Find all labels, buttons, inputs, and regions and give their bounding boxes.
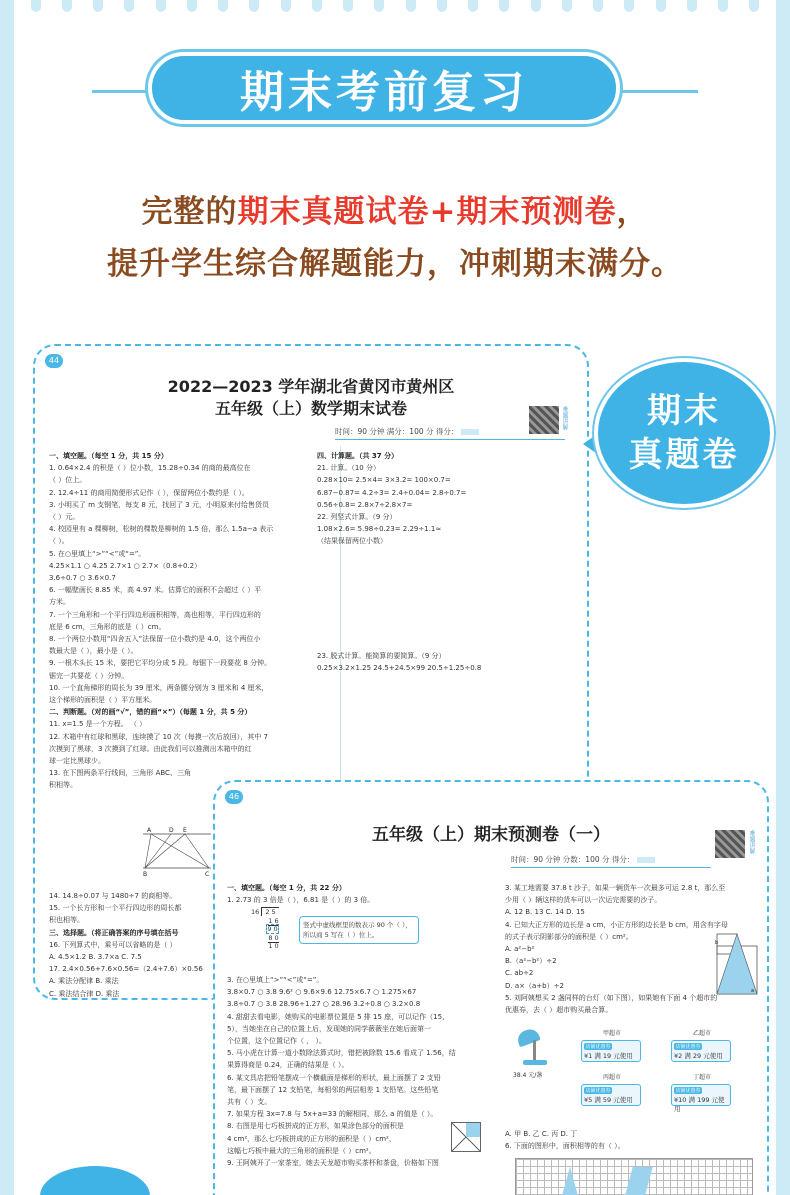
title-banner	[148, 52, 620, 124]
question-line: （ ）。	[49, 537, 69, 546]
label-b: B	[143, 871, 148, 876]
question-line: 个位置，这个位置记作（ ， ）。	[227, 1037, 326, 1046]
qr-label: 难题讲解	[561, 406, 568, 430]
right-column	[317, 450, 466, 548]
step-1: 1 6	[268, 916, 279, 925]
question-line: 5. 在○里填上“>”“<”或“=”。	[49, 549, 146, 558]
question-line: 17. 2.4×0.56+7.6×0.56=（2.4+7.6）×0.56	[49, 965, 203, 974]
question-line: 12. 木箱中有红球和黑球，连续摸了 10 次（每摸一次后放回），其中 7	[49, 732, 268, 741]
qr-label: 难题讲解	[748, 830, 755, 854]
square-figure	[715, 932, 759, 996]
store-name: 丁超市	[693, 1074, 712, 1081]
right-column-lower	[505, 1128, 625, 1152]
tangram-figure	[451, 1122, 481, 1152]
question-line: 22. 列竖式计算。（9 分）	[317, 513, 397, 522]
question-line: 2. 12.4÷11 的商用简便形式记作（ ），保留两位小数约是（ ）。	[49, 488, 249, 497]
badge-line-2: 真题卷	[628, 435, 740, 475]
right-column	[505, 882, 728, 1016]
coupon-jia	[581, 1040, 641, 1062]
question-line: 1. 2.73 的 3 倍是（ ），6.81 是（ ）的 3 倍。	[227, 896, 375, 905]
question-line: 0.25×3.2×1.25 24.5+24.5×99 20.5÷1.25÷0.8	[317, 664, 482, 673]
step-3: 8 0	[268, 933, 279, 942]
question-line: 数最大是（ ），最小是（ ）。	[49, 647, 138, 656]
question-line: 3. 某工地需要 37.8 t 沙子，如果一辆货车一次最多可运 2.8 t，那么至	[505, 884, 726, 892]
lamp-price: 38.4 元/盏	[513, 1072, 543, 1079]
question-line: 23. 脱式计算。能简算的要简算。（9 分）	[317, 652, 446, 660]
question-line: 8. 右图是用七巧板拼成的正方形，如果涂色部分的面积是	[227, 1122, 404, 1131]
question-line: 底是 6 cm，三角形的底是（ ）cm。	[49, 622, 166, 631]
question-line: 6.87−0.87= 4.2÷3= 2.4÷0.04= 2.8÷0.7=	[317, 488, 467, 497]
question-line: 次摸到了黑球，3 次摸到了红球。由此我们可以推测出木箱中的红	[49, 744, 252, 753]
coupon-rule: 满 19 元使用	[594, 1052, 633, 1060]
question-line: 4.25×1.1 ○ 4.25 2.7×1 ○ 2.7×（0.8+0.2）	[49, 561, 202, 570]
question-line: 5），当她坐在自己的位置上后，发现她的同学薇薇坐在她后面第一	[227, 1024, 431, 1033]
intro-prefix: 完整的	[141, 194, 238, 230]
coupon-amount: ¥10	[674, 1096, 687, 1104]
question-line: 4. 甜甜去看电影，她购买的电影票位置是 5 排 15 座，可以记作（15，	[227, 1012, 450, 1021]
shaded-piece	[466, 1123, 480, 1137]
question-line: 笔，最下面摆了 12 支铅笔，每相邻的两层相差 1 支铅笔。这些铅笔	[227, 1085, 439, 1094]
desk-lamp-icon	[511, 1026, 551, 1066]
area-grid-figure	[515, 1158, 753, 1195]
exam-info-text: 时间：90 分钟 满分：100 分 得分：	[335, 427, 459, 436]
question-line: 3.6÷0.7 ○ 3.6×0.7	[49, 574, 116, 583]
top-scallop-border	[0, 0, 790, 14]
question-line: D. a×（a+b）÷2	[505, 981, 564, 990]
label-b: b	[715, 940, 719, 946]
store-name: 乙超市	[693, 1030, 712, 1037]
question-line: （ ）位上。	[49, 476, 87, 485]
question-line: 3. 小明买了 m 支钢笔，每支 8 元，找回了 3 元，小明原来付给售货员	[49, 500, 269, 509]
question-line: A. 4.5×1.2 B. 3.7×a C. 7.5	[49, 953, 142, 962]
question-line: 一、填空题。（每空 1 分，共 22 分）	[227, 884, 346, 892]
left-column	[49, 450, 273, 792]
page-number: 46	[225, 790, 243, 804]
question-line: 16. 下列算式中，乘号可以省略的是（ ）	[49, 940, 177, 949]
question-line: 14. 14.8÷0.07 与 1480÷7 的商相等。	[49, 892, 177, 900]
coupon-tag: 店铺优惠券	[585, 1044, 611, 1050]
coupon-yi	[671, 1040, 731, 1062]
exam-info-bar	[335, 426, 565, 440]
question-line: 锯完一共要花（ ）分钟。	[49, 671, 129, 680]
exam-title-line-2: 五年级（上）数学期末试卷	[214, 399, 407, 418]
coupon-rule: 满 29 元使用	[684, 1052, 723, 1060]
exam-title: 五年级（上）期末预测卷（一）	[372, 825, 610, 845]
exam-info-text: 时间：90 分钟 分数：100 分 得分：	[511, 855, 635, 864]
question-line: 13. 在下图两条平行线间，三角形 ABC、三角	[49, 769, 191, 778]
left-column	[227, 882, 374, 906]
parallel-lines-figure	[143, 826, 211, 876]
question-line: 优惠券，去（ ）超市购买最合算。	[505, 1006, 613, 1015]
question-line: 6. 下面的图形中，面积相等的有（ ）。	[505, 1142, 625, 1151]
question-line: 4. 校园里有 a 棵柳树，松树的棵数是柳树的 1.5 倍，那么 1.5a−a 表示	[49, 525, 274, 534]
division-note: 竖式中虚线框里的数表示 90 个（ ），所以商 5 写在（ ）位上。	[299, 916, 419, 944]
label-e: E	[183, 827, 187, 834]
exam-paper-final-predict	[213, 780, 769, 1195]
store-name: 甲超市	[603, 1030, 622, 1037]
exam-title-line-1: 2022—2023 学年湖北省黄冈市黄州区	[167, 377, 455, 396]
question-line: 积相等。	[49, 781, 77, 790]
question-line: 0.28×10= 2.5×4= 3×3.2= 100×0.7=	[317, 476, 451, 485]
question-line: 6. 一幅壁画长 8.85 米，高 4.97 米。估算它的面积不会超过（ ）平	[49, 586, 262, 595]
question-line: 果算得商是 0.24，正确的结果是（ ）。	[227, 1061, 349, 1070]
coupon-amount: ¥2	[674, 1052, 683, 1060]
question-line: 二、判断题。（对的画“√”，错的画“×”）（每题 1 分，共 5 分）	[49, 708, 252, 717]
question-line: 球一定比黑球少。	[49, 757, 105, 766]
question-line: 6. 某文具店把铅笔摆成一个横截面是梯形的形状，最上面摆了 2 支铅	[227, 1073, 441, 1082]
question-line: A. 乘法分配律 B. 乘法	[49, 977, 119, 986]
coupon-ding	[671, 1084, 731, 1113]
exam-info-bar	[511, 854, 711, 868]
question-line: C. ab÷2	[505, 969, 534, 978]
store-name: 丙超市	[603, 1074, 622, 1081]
divisor: 16	[251, 908, 260, 916]
question-line: （结果保留两位小数）	[317, 537, 387, 546]
question-line: A. a²−b²	[505, 945, 535, 954]
question-line: 四、计算题。（共 37 分）	[317, 452, 399, 460]
question-line: C. 乘法结合律 D. 乘法	[49, 989, 120, 998]
coupon-rule: 满 199 元使用	[674, 1096, 725, 1113]
score-blank	[461, 429, 479, 435]
label-d: D	[169, 827, 174, 834]
question-line: 3. 在○里填上“>”“<”或“=”。	[227, 976, 324, 984]
coupon-tag: 店铺优惠券	[585, 1088, 611, 1094]
question-line: 3.8÷0.7 ○ 3.8 28.96÷1.27 ○ 28.96 3.2÷0.8 ○ 3.2×0.8	[227, 1000, 421, 1009]
label-c: C	[205, 871, 210, 876]
question-line: 3.8×0.7 ○ 3.8 9.6² ○ 9.6×9.6 12.75×6.7 ○ 1.275×67	[227, 988, 417, 997]
question-line: 5. 马小虎在计算一道小数除法算式时，错把被除数 15.6 看成了 1.56，结	[227, 1049, 456, 1058]
coupon-amount: ¥5	[584, 1096, 593, 1104]
intro-suffix: ，	[616, 194, 649, 230]
question-line: 9. 王阿姨开了一家茶室，她去天龙超市购买茶杯和茶盘，价格如下图	[227, 1159, 439, 1168]
coupon-bing	[581, 1084, 641, 1106]
question-line: 的式子表示阴影部分的面积是（ ）cm²。	[505, 932, 633, 941]
question-line: B.（a²−b²）÷2	[505, 957, 557, 966]
question-line: （ ）元。	[49, 513, 80, 522]
step-4: 1 0	[268, 942, 279, 950]
coupon-tag: 店铺优惠券	[675, 1044, 701, 1050]
question-line: A. 12 B. 13 C. 14 D. 15	[505, 908, 585, 917]
question-line: 积也相等。	[49, 916, 84, 925]
question-line: 7. 如果方程 3x=7.8 与 5x+a=33 的解相同，那么 a 的值是（ ）。	[227, 1110, 438, 1119]
question-line: 7. 一个三角形和一个平行四边形面积相等，高也相等，平行四边形的	[49, 610, 261, 619]
question-line: 11. x=1.5 是一个方程。 （ ）	[49, 720, 147, 729]
question-line: 21. 计算。（10 分）	[317, 464, 380, 473]
question-line: 三、选择题。（将正确答案的序号填在括号	[49, 928, 179, 937]
question-line: 这个梯形的面积是（ ）平方厘米。	[49, 696, 157, 705]
label-a: A	[147, 827, 152, 834]
question-line: 10. 一个直角梯形的周长为 39 厘米，两条腰分别为 3 厘米和 4 厘米，	[49, 683, 269, 692]
question-line: 5. 刘阿姨想买 2 盏同样的台灯（如下图），如果她有下面 4 个超市的	[505, 993, 718, 1002]
left-column-lower	[227, 974, 456, 1169]
score-blank	[637, 857, 655, 863]
label-a: a	[751, 988, 755, 994]
long-division	[251, 908, 279, 951]
coupon-tag: 店铺优惠券	[675, 1088, 701, 1094]
question-line: 8. 一个两位小数用“四舍五入”法保留一位小数约是 4.0，这个两位小	[49, 635, 261, 644]
question-line: 0.56÷0.8= 2.8×7÷2.8×7=	[317, 500, 413, 509]
question-line: 4 cm²，那么七巧板拼成的正方形的面积是（ ）cm²，	[227, 1134, 396, 1143]
step-2: 9 0	[267, 925, 278, 933]
question-line: 共有（ ）支。	[227, 1098, 272, 1107]
banner-title: 期末考前复习	[240, 67, 528, 118]
page-number: 44	[45, 354, 63, 368]
qr-code-icon	[715, 830, 745, 858]
coupon-amount: ¥1	[584, 1052, 593, 1060]
question-line: 15. 一个长方形和一个平行四边形的周长都	[49, 904, 182, 913]
left-column-lower	[49, 890, 203, 1000]
question-line: 方米。	[49, 598, 70, 607]
exam-type-badge	[594, 358, 774, 508]
question-line: 一、填空题。（每空 1 分，共 15 分）	[49, 452, 168, 460]
question-line: 1.08×2.6= 5.98÷0.23= 2.29÷1.1≈	[317, 525, 442, 534]
question-line: 1. 0.64×2.4 的积是（ ）位小数，15.28÷0.34 的商的最高位在	[49, 464, 251, 473]
question-line: 这幅七巧板中最大的三角形的面积是（ ）cm²。	[227, 1146, 376, 1155]
question-line: 4. 已知大正方形的边长是 a cm，小正方形的边长是 b cm，用含有字母	[505, 920, 728, 929]
badge-line-1: 期末	[647, 391, 721, 431]
question-line: A. 甲 B. 乙 C. 丙 D. 丁	[505, 1130, 578, 1138]
right-column-lower	[317, 650, 481, 674]
intro-line-1	[0, 186, 790, 231]
intro-highlight: 期末真题试卷+期末预测卷	[237, 194, 617, 230]
question-line: 9. 一根木头长 15 米，要把它平均分成 5 段。每锯下一段要花 8 分钟。	[49, 659, 272, 668]
coupon-rule: 满 59 元使用	[594, 1096, 633, 1104]
question-line: 少用（ ）辆这样的货车可以一次运完需要的沙子。	[505, 896, 662, 905]
intro-line-2: 提升学生综合解题能力，冲刺期末满分。	[107, 246, 683, 282]
dividend: 2 5	[261, 907, 278, 916]
